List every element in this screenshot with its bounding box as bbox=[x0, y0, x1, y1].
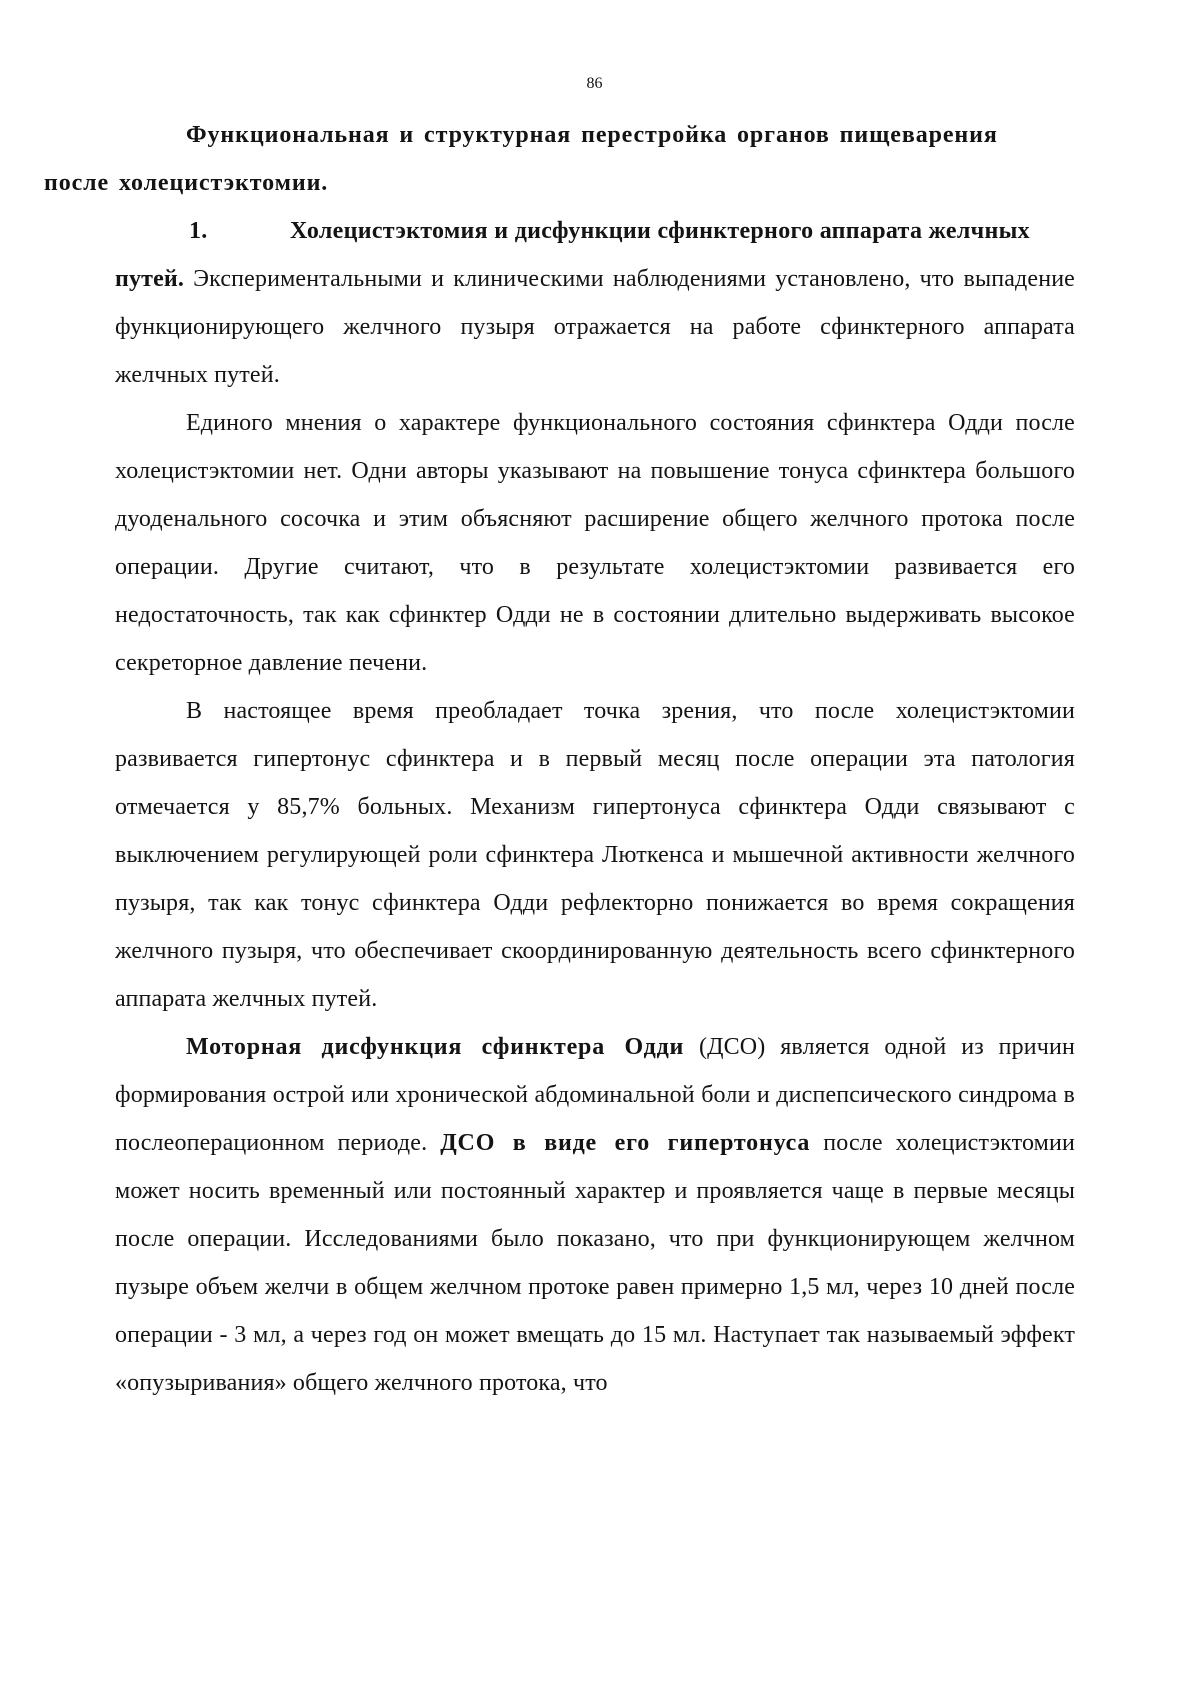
section-title: Холецистэктомия и дисфункции сфинктерного аппарата желчных bbox=[290, 218, 1030, 244]
section-1-heading bbox=[115, 207, 1075, 255]
section-1-paragraph bbox=[115, 255, 1075, 399]
paragraph-text-1: (ДСО) является одной из причин формирования острой или хронической абдоминальной боли и диспепсического синдрома в послеоперационном периоде. bbox=[115, 1034, 1075, 1156]
section-title-continuation: путей. bbox=[115, 266, 184, 292]
term-motor-dysfunction: Моторная дисфункция сфинктера Одди bbox=[186, 1034, 685, 1060]
chapter-heading bbox=[44, 111, 1075, 207]
term-dso-hypertonus: ДСО в виде его гипертонуса bbox=[440, 1130, 811, 1156]
page-number: 86 bbox=[586, 75, 603, 92]
section-1-body: Экспериментальными и клиническими наблюдениями установлено, что выпадение функционирующего желчного пузыря отражается на работе сфинктерного аппарата желчных путей. bbox=[115, 266, 1075, 388]
section-number: 1. bbox=[189, 218, 208, 244]
paragraph-hypertonus: В настоящее время преобладает точка зрения, что после холецистэктомии развивается гипертонус сфинктера и в первый месяц после операции эта патология отмечается у 85,7% больных. Механизм гипертонуса сфинктера Одди связывают с выключением регулирующей роли сфинктера Люткенса и мышечной активности желчного пузыря, так как тонус сфинктера Одди рефлекторно понижается во время сокращения желчного пузыря, что обеспечивает скоординированную деятельность всего сфинктерного аппарата желчных путей. bbox=[115, 698, 1075, 1012]
paragraph-oddi-opinion: Единого мнения о характере функционального состояния сфинктера Одди после холецистэктомии нет. Одни авторы указывают на повышение тонуса сфинктера большого дуоденального сосочка и этим объясняют расширение общего желчного протока после операции. Другие считают, что в результате холецистэктомии развивается его недостаточность, так как сфинктер Одди не в состоянии длительно выдерживать высокое секреторное давление печени. bbox=[115, 410, 1075, 676]
document-body bbox=[44, 111, 1075, 1407]
chapter-heading-line2: после холецистэктомии. bbox=[44, 170, 329, 196]
paragraph-text-2: после холецистэктомии может носить временный или постоянный характер и проявляется чаще в первые месяцы после операции. Исследованиями было показано, что при функционирующем желчном пузыре объем желчи в общем желчном протоке равен примерно 1,5 мл, через 10 дней после операции - 3 мл, а через год он может вмещать до 15 мл. Наступает так называемый эффект «опузыривания» общего желчного протока, что bbox=[115, 1130, 1075, 1396]
chapter-heading-line1: Функциональная и структурная перестройка органов пищеварения bbox=[186, 122, 998, 148]
paragraph-motor-dysfunction bbox=[115, 1023, 1075, 1407]
